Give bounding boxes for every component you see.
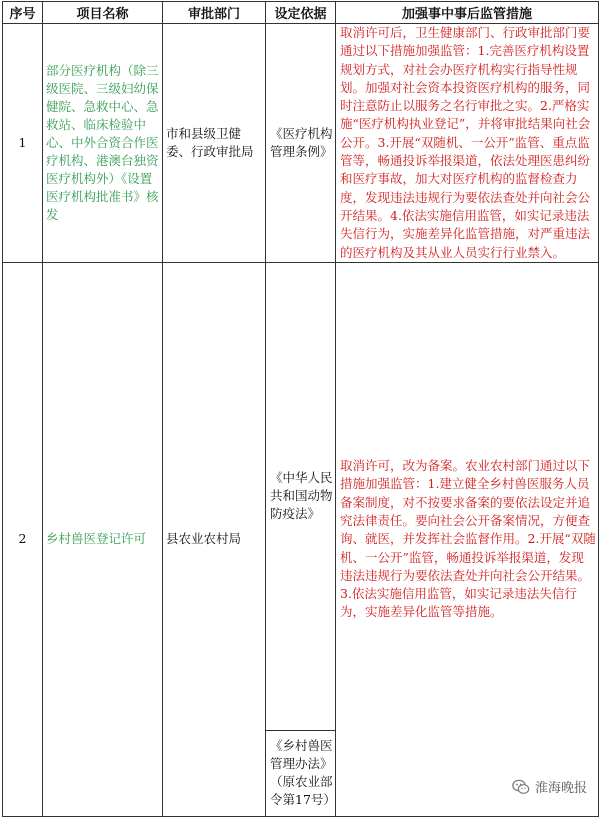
watermark-text: 淮海晚报 — [534, 781, 587, 796]
header-row — [3, 2, 599, 24]
table-row — [3, 24, 599, 263]
header-basis: 设定依据 — [266, 2, 336, 24]
header-dept: 审批部门 — [163, 2, 266, 24]
header-measures: 加强事中事后监管措施 — [336, 2, 599, 24]
legal-basis: 《中华人民共和国动物防疫法》 — [266, 262, 336, 730]
row-number: 1 — [3, 24, 43, 263]
header-name: 项目名称 — [43, 2, 163, 24]
legal-basis-secondary: 《乡村兽医管理办法》（原农业部令第17号） — [266, 730, 336, 816]
table-row — [3, 262, 599, 730]
header-no: 序号 — [3, 2, 43, 24]
project-name: 乡村兽医登记许可 — [43, 262, 163, 816]
measures-text: 取消许可后，卫生健康部门、行政审批部门要通过以下措施加强监管：1.完善医疗机构设置规划方式，对社会办医疗机构实行指导性规划。加强对社会资本投资医疗机构的服务，同时注意防止以服务之名行审批之实。2.严格实施“医疗机构执业登记”，并将审批结果向社会公开。3.开展“双随机、一公开”监管、重点监管等，畅通投诉举报渠道，依法处理医患纠纷和医疗事故，加大对医疗机构的监督检查力度，发现违法违规行为要依法查处并向社会公开结果。4.依法实施信用监管，如实记录违法失信行为，实施差异化监管措施，对严重违法的医疗机构及其从业人员实行行业禁入。 — [340, 25, 591, 260]
approval-dept: 市和县级卫健委、行政审批局 — [163, 24, 266, 263]
watermark — [509, 776, 590, 797]
wechat-icon — [512, 779, 530, 795]
project-name: 部分医疗机构（除三级医院、三级妇幼保健院、急救中心、急救站、临床检验中心、中外合资合作医疗机构、港澳台独资医疗机构外）《设置医疗机构批准书》核发 — [43, 24, 163, 263]
approval-dept: 县农业农村局 — [163, 262, 266, 816]
regulation-table — [2, 1, 599, 817]
legal-basis: 《医疗机构管理条例》 — [266, 24, 336, 263]
row-number: 2 — [3, 262, 43, 816]
supervision-measures — [336, 262, 599, 816]
supervision-measures — [336, 24, 599, 263]
measures-text: 取消许可，改为备案。农业农村部门通过以下措施加强监管：1.建立健全乡村兽医服务人员备案制度，对不按要求备案的要依法设定并追究法律责任。要向社会公开备案情况，方便查询、就医，并发挥社会监督作用。2.开展“双随机、一公开”监管，畅通投诉举报渠道，发现违法违规行为要依法查处并向社会公开结果。3.依法实施信用监管，如实记录违法失信行为，实施差异化监管等措施。 — [340, 458, 596, 620]
